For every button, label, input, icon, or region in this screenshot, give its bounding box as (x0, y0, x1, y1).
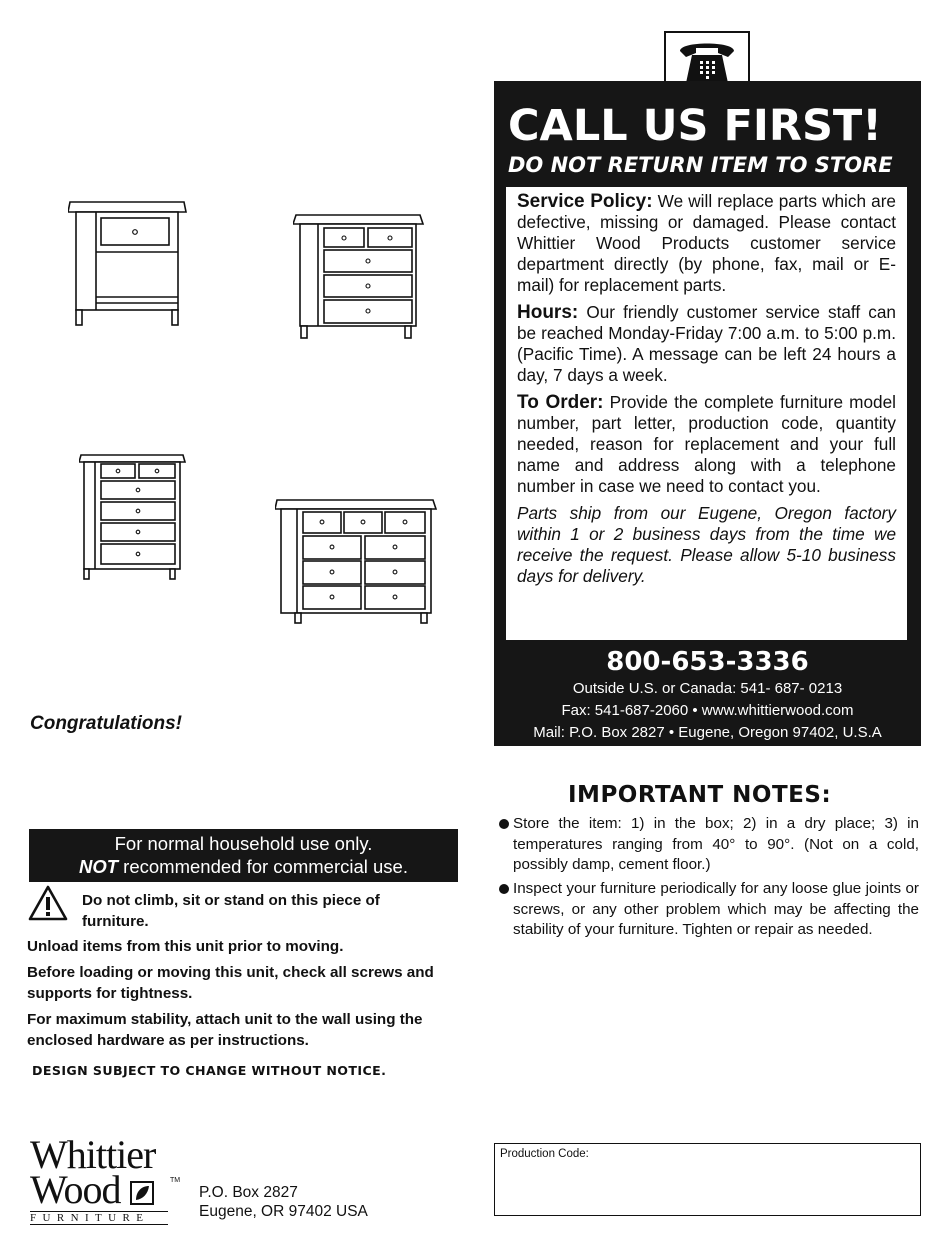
note-storage-text: Store the item: 1) in the box; 2) in a dry place; 3) in temperatures ranging from 40° to 90°. (Not on a cold, possibly damp, cement floor.) (513, 815, 919, 873)
address-city: Eugene, OR 97402 USA (199, 1203, 368, 1220)
note-inspect-text: Inspect your furniture periodically for any loose glue joints or screws, or any other problem which may be affecting the stability of your furniture. Tighten or repair as needed. (513, 880, 919, 938)
shipping-note: Parts ship from our Eugene, Oregon factory within 1 or 2 business days from the time we receive the request. Please allow 5-10 business days for delivery. (517, 503, 896, 586)
to-order-paragraph (517, 392, 896, 497)
congratulations-heading: Congratulations! (30, 713, 182, 734)
dresser-illustration (275, 498, 440, 626)
production-code-label: Production Code: (500, 1148, 589, 1160)
household-use-banner (29, 829, 458, 882)
warning-triangle-icon (28, 885, 68, 921)
to-order-label: To Order: (517, 392, 604, 413)
service-policy-paragraph (517, 191, 896, 296)
logo-wood-text: Wood (30, 1167, 121, 1212)
bullet-icon (499, 884, 509, 894)
household-line1: For normal household use only. (114, 833, 373, 854)
production-code-box (494, 1143, 921, 1216)
do-not-return-subtitle: DO NOT RETURN ITEM TO STORE (508, 153, 893, 177)
service-policy-box (506, 187, 907, 640)
logo-furniture: FURNITURE (30, 1211, 168, 1225)
household-line2-rest: recommended for commercial use. (118, 856, 408, 877)
hours-label: Hours: (517, 302, 579, 323)
call-us-first-title: CALL US FIRST! (508, 101, 882, 151)
warning-attach-wall: For maximum stability, attach unit to the wall using the enclosed hardware as per instructions. (27, 1011, 423, 1049)
address-po-box: P.O. Box 2827 (199, 1184, 298, 1201)
nightstand-illustration (68, 200, 188, 330)
warning-unload: Unload items from this unit prior to moving. (27, 938, 344, 955)
note-storage (499, 814, 919, 876)
call-us-first-panel (494, 81, 921, 746)
outside-us-phone: Outside U.S. or Canada: 541- 687- 0213 (572, 680, 843, 697)
warning-check-screws: Before loading or moving this unit, check all screws and supports for tightness. (27, 964, 434, 1002)
to-order-text: Provide the complete furniture model number, part letter, production code, quantity needed, reason for replacement and your full name and address along with a telephone number in case we need to contact you. (517, 392, 896, 496)
fax-website-line: Fax: 541-687-2060 • www.whittierwood.com (561, 702, 854, 719)
logo-whittier: Whittier (30, 1132, 156, 1177)
bullet-icon (499, 819, 509, 829)
important-notes-title: IMPORTANT NOTES: (568, 782, 832, 808)
whittier-wood-logo (30, 1132, 181, 1225)
six-drawer-chest-illustration (79, 453, 189, 581)
phone-number: 800-653-3336 (606, 647, 809, 677)
hours-paragraph (517, 302, 896, 386)
mail-address-line: Mail: P.O. Box 2827 • Eugene, Oregon 97402, U.S.A (533, 724, 882, 741)
service-policy-text: We will replace parts which are defective, missing or damaged. Please contact Whittier Wood Products customer service department directly (by phone, fax, mail or E-mail) for replacement parts. (517, 191, 896, 295)
five-drawer-chest-illustration (293, 213, 428, 343)
logo-leaf-icon (130, 1181, 154, 1205)
service-policy-label: Service Policy: (517, 191, 653, 212)
not-word: NOT (78, 856, 119, 877)
design-notice: DESIGN SUBJECT TO CHANGE WITHOUT NOTICE. (32, 1063, 387, 1078)
logo-trademark: TM (170, 1177, 181, 1184)
hours-text: Our friendly customer service staff can be reached Monday-Friday 7:00 a.m. to 5:00 p.m. (Pacific Time). A message can be left 24 hours a day, 7 days a week. (517, 302, 896, 385)
household-line2 (29, 855, 458, 878)
note-inspect (499, 879, 919, 941)
logo-wood (30, 1167, 180, 1212)
warning-climb: Do not climb, sit or stand on this piece of furniture. (82, 892, 380, 930)
